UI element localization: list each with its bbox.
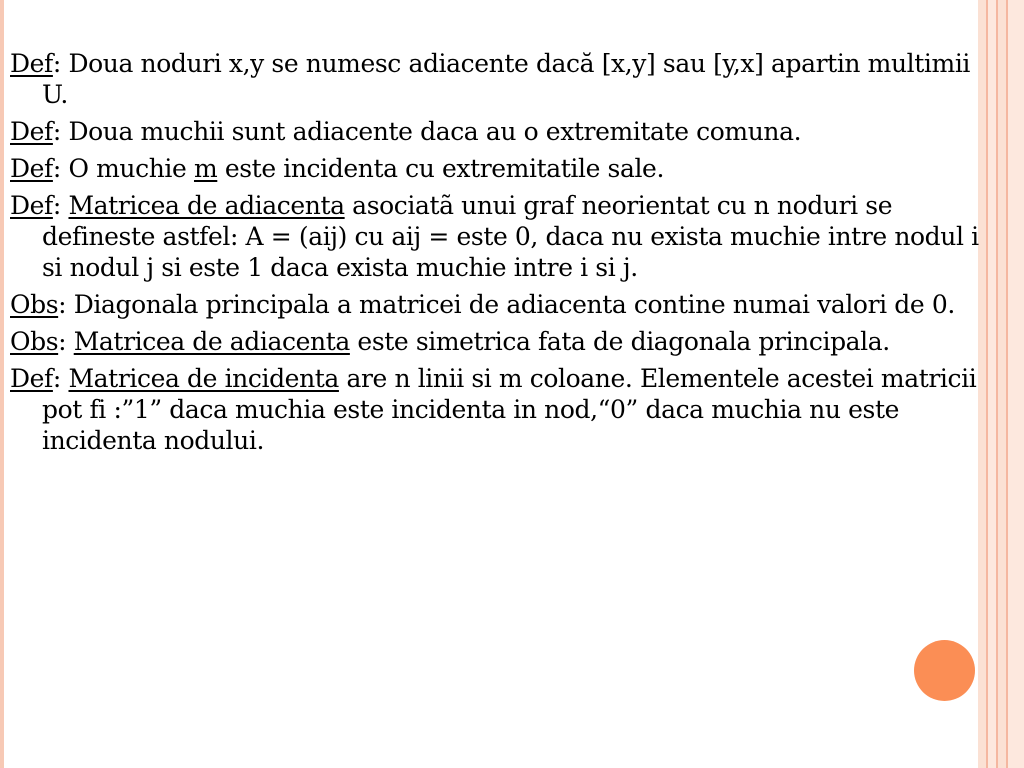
def-label: Def [10, 117, 53, 146]
obs-text: Diagonala principala a matricei de adiacenta contine numai valori de 0. [73, 290, 955, 319]
left-border-decoration [0, 0, 4, 768]
term-adjacency-matrix: Matricea de adiacenta [68, 191, 345, 220]
def-label: Def [10, 364, 53, 393]
obs-label: Obs [10, 327, 59, 356]
orange-circle-decoration [914, 640, 975, 701]
def-text: are n linii si m coloane. Elementele acestei matricii pot fi :”1” daca muchia este incidenta in nod,“0” daca muchia nu este incidenta nodului. [42, 364, 977, 455]
definition-adjacent-edges: Def: Doua muchii sunt adiacente daca au o extremitate comuna. [10, 117, 802, 146]
term-adjacency-matrix: Matricea de adiacenta [73, 327, 350, 356]
definition-incidence-matrix: Def: Matricea de incidenta are n linii si m coloane. Elementele acestei matricii pot fi :”1” daca muchia este incidenta in nod,“0” daca muchia nu este incidenta nodului. [10, 364, 977, 455]
term-incidence-matrix: Matricea de incidenta [68, 364, 339, 393]
def-text: Doua muchii sunt adiacente daca au o extremitate comuna. [68, 117, 802, 146]
obs-text: este simetrica fata de diagonala principala. [349, 327, 890, 356]
def-label: Def [10, 49, 53, 78]
def-label: Def [10, 154, 53, 183]
definition-incident-edge: Def: O muchie m este incidenta cu extremitatile sale. [10, 154, 664, 183]
def-label: Def [10, 191, 53, 220]
def-text: este incidenta cu extremitatile sale. [217, 154, 664, 183]
term-m: m [193, 154, 218, 183]
definition-adjacent-nodes: Def: Doua noduri x,y se numesc adiacente dacă [x,y] sau [y,x] apartin multimii U. [10, 49, 971, 109]
definition-adjacency-matrix: Def: Matricea de adiacenta asociatã unui graf neorientat cu n noduri se defineste astfel: A = (aij) cu aij = este 0, daca nu exista muchie intre nodul i si nodul j si este 1 daca exista muchie intre i si j. [10, 191, 979, 282]
observation-diagonal: Obs: Diagonala principala a matricei de adiacenta contine numai valori de 0. [10, 290, 955, 319]
slide-body [10, 48, 1000, 462]
observation-symmetric: Obs: Matricea de adiacenta este simetrica fata de diagonala principala. [10, 327, 890, 356]
def-text: Doua noduri x,y se numesc adiacente dacă [x,y] sau [y,x] apartin multimii U. [42, 49, 971, 109]
right-stripe-decoration [1008, 0, 1024, 768]
def-text: asociatã unui graf neorientat cu n noduri se defineste astfel: A = (aij) cu aij = este 0, daca nu exista muchie intre nodul i si nodul j si este 1 daca exista muchie intre i si j. [42, 191, 979, 282]
obs-label: Obs [10, 290, 59, 319]
